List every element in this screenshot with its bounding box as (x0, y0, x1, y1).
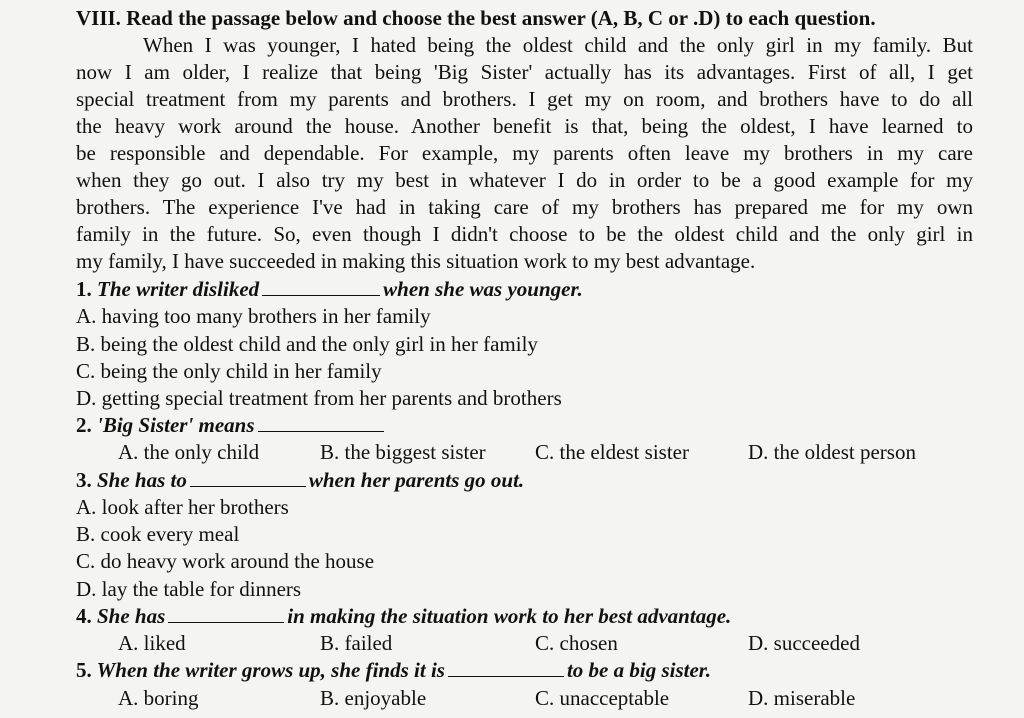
passage-line: my family, I have succeeded in making this situation work to my best advantage. (76, 249, 756, 273)
question-2-stem-start: 'Big Sister' means (97, 413, 255, 437)
option-1a[interactable]: A. having too many brothers in her family (76, 304, 431, 328)
question-4-stem-end: in making the situation work to her best advantage. (287, 604, 732, 628)
option-1c[interactable]: C. being the only child in her family (76, 359, 382, 383)
passage-line: family in the future. So, even though I didn't choose to be the oldest child and the only girl in (76, 222, 973, 246)
question-5-stem-end: to be a big sister. (566, 658, 712, 682)
answer-blank[interactable] (448, 658, 564, 677)
option-3c[interactable]: C. do heavy work around the house (76, 549, 375, 573)
question-3-stem-start: She has to (97, 468, 187, 492)
question-3: 3. She has to when her parents go out. (76, 468, 525, 492)
passage-line: brothers. The experience I've had in taking care of my brothers has prepared me for my own (76, 195, 973, 219)
option-5d[interactable]: D. miserable (748, 686, 856, 710)
answer-blank[interactable] (168, 604, 284, 623)
passage-line: when they go out. I also try my best in whatever I do in order to be a good example for my (76, 168, 973, 192)
option-1b[interactable]: B. being the oldest child and the only girl in her family (76, 332, 538, 356)
question-4: 4. She has in making the situation work to her best advantage. (76, 604, 732, 628)
section-heading: VIII. Read the passage below and choose the best answer (A, B, C or .D) to each question. (76, 6, 876, 30)
option-2b[interactable]: B. the biggest sister (320, 440, 486, 464)
question-4-stem-start: She has (97, 604, 166, 628)
question-1: 1. The writer disliked when she was younger. (76, 277, 583, 301)
passage-line: be responsible and dependable. For example, my parents often leave my brothers in my care (76, 141, 973, 165)
answer-blank[interactable] (190, 468, 306, 487)
question-1-stem-end: when she was younger. (383, 277, 583, 301)
option-2c[interactable]: C. the eldest sister (535, 440, 689, 464)
option-5a[interactable]: A. boring (118, 686, 199, 710)
question-5: 5. When the writer grows up, she finds it is to be a big sister. (76, 658, 712, 682)
passage-line: special treatment from my parents and brothers. I get my on room, and brothers have to do all (76, 87, 973, 111)
option-4a[interactable]: A. liked (118, 631, 186, 655)
passage-line: the heavy work around the house. Another benefit is that, being the oldest, I have learned to (76, 114, 973, 138)
question-1-stem-start: The writer disliked (97, 277, 260, 301)
option-2a[interactable]: A. the only child (118, 440, 260, 464)
option-3a[interactable]: A. look after her brothers (76, 495, 289, 519)
option-5c[interactable]: C. unacceptable (535, 686, 670, 710)
answer-blank[interactable] (258, 413, 384, 432)
option-5b[interactable]: B. enjoyable (320, 686, 427, 710)
option-4d[interactable]: D. succeeded (748, 631, 860, 655)
answer-blank[interactable] (262, 277, 380, 296)
option-1d[interactable]: D. getting special treatment from her parents and brothers (76, 386, 562, 410)
option-4c[interactable]: C. chosen (535, 631, 618, 655)
passage-line: When I was younger, I hated being the oldest child and the only girl in my family. But (143, 33, 973, 57)
question-3-stem-end: when her parents go out. (308, 468, 525, 492)
question-5-stem-start: When the writer grows up, she finds it is (96, 658, 445, 682)
question-2: 2. 'Big Sister' means (76, 412, 387, 439)
option-2d[interactable]: D. the oldest person (748, 440, 916, 464)
option-3d[interactable]: D. lay the table for dinners (76, 577, 302, 601)
option-3b[interactable]: B. cook every meal (76, 522, 240, 546)
option-4b[interactable]: B. failed (320, 631, 393, 655)
passage-line: now I am older, I realize that being 'Big Sister' actually has its advantages. First of all, I get (76, 60, 973, 84)
